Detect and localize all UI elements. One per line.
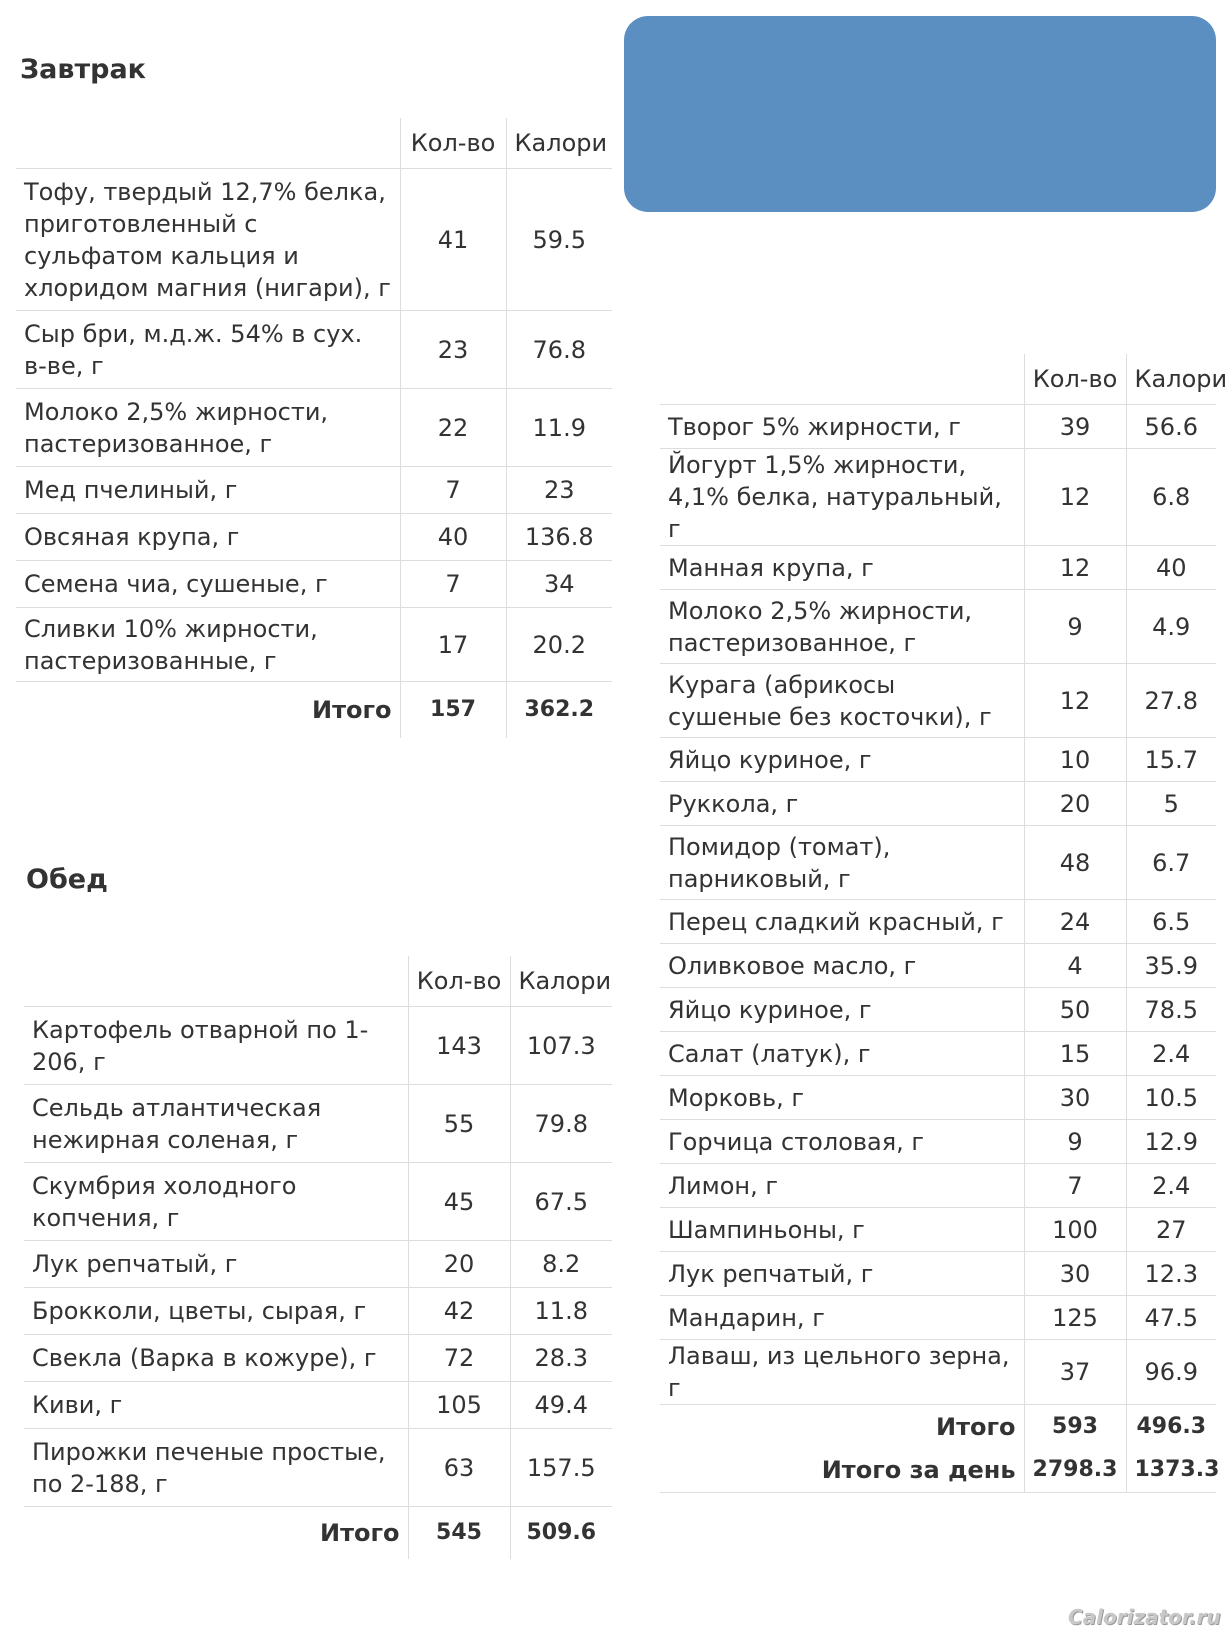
breakfast-header-qty: Кол-во [400,118,506,169]
lunch-title: Обед [26,864,108,895]
dinner-row [660,782,1216,826]
breakfast-title: Завтрак [20,54,147,85]
lunch-item-cal: 28.3 [510,1335,612,1382]
dinner-total-row-cal: 496.3 [1126,1405,1216,1449]
watermark: Calorizator.ru [1068,1605,1221,1629]
dinner-item-name: Яйцо куриное, г [660,988,1024,1032]
dinner-item-qty: 9 [1024,590,1126,664]
dinner-table [660,354,1228,1493]
lunch-item-name: Лук репчатый, г [24,1241,408,1288]
dinner-item-cal: 12.3 [1126,1252,1216,1296]
breakfast-item-cal: 20.2 [506,608,612,682]
dinner-row [660,1208,1216,1252]
breakfast-row [16,311,612,389]
lunch-total-row [24,1507,612,1559]
dinner-header-blank [660,354,1024,405]
dinner-item-qty: 10 [1024,738,1126,782]
dinner-item-name: Мандарин, г [660,1296,1024,1340]
dinner-day-total-row [660,1449,1216,1493]
breakfast-item-qty: 23 [400,311,506,389]
dinner-item-qty: 4 [1024,944,1126,988]
dinner-total-row-label: Итого [935,1412,1016,1441]
lunch-item-name: Пирожки печеные простые, по 2-188, г [24,1429,408,1507]
dinner-item-cal: 35.9 [1126,944,1216,988]
breakfast-item-name: Овсяная крупа, г [16,514,400,561]
dinner-item-name: Помидор (томат), парниковый, г [660,826,1024,900]
dinner-row [660,738,1216,782]
dinner-item-name: Творог 5% жирности, г [660,405,1024,449]
dinner-item-cal: 27.8 [1126,664,1216,738]
dinner-item-cal: 6.5 [1126,900,1216,944]
lunch-table [24,956,612,1559]
dinner-item-cal: 47.5 [1126,1296,1216,1340]
dinner-item-name: Шампиньоны, г [660,1208,1024,1252]
dinner-item-name: Манная крупа, г [660,546,1024,590]
lunch-item-cal: 49.4 [510,1382,612,1429]
lunch-item-qty: 63 [408,1429,510,1507]
lunch-row [24,1288,612,1335]
lunch-item-qty: 143 [408,1007,510,1085]
dinner-row [660,900,1216,944]
dinner-item-cal: 5 [1126,782,1216,826]
lunch-item-qty: 20 [408,1241,510,1288]
ad-banner[interactable] [624,16,1216,212]
dinner-item-name: Молоко 2,5% жирности, пастеризованное, г [660,590,1024,664]
dinner-item-cal: 10.5 [1126,1076,1216,1120]
breakfast-item-cal: 34 [506,561,612,608]
dinner-header-qty: Кол-во [1024,354,1126,405]
breakfast-total-row-qty: 157 [400,682,506,738]
dinner-item-name: Горчица столовая, г [660,1120,1024,1164]
dinner-item-qty: 125 [1024,1296,1126,1340]
lunch-item-qty: 55 [408,1085,510,1163]
dinner-item-qty: 12 [1024,546,1126,590]
lunch-header-qty: Кол-во [408,956,510,1007]
lunch-item-cal: 67.5 [510,1163,612,1241]
dinner-item-cal: 6.8 [1126,449,1216,546]
breakfast-item-qty: 7 [400,561,506,608]
lunch-row [24,1163,612,1241]
dinner-item-cal: 15.7 [1126,738,1216,782]
dinner-item-name: Руккола, г [660,782,1024,826]
dinner-row [660,988,1216,1032]
lunch-item-name: Киви, г [24,1382,408,1429]
dinner-item-cal: 4.9 [1126,590,1216,664]
lunch-item-cal: 107.3 [510,1007,612,1085]
dinner-row [660,1076,1216,1120]
lunch-item-name: Картофель отварной по 1-206, г [24,1007,408,1085]
lunch-item-name: Скумбрия холодного копчения, г [24,1163,408,1241]
dinner-item-qty: 39 [1024,405,1126,449]
lunch-item-cal: 79.8 [510,1085,612,1163]
breakfast-item-cal: 23 [506,467,612,514]
breakfast-row [16,561,612,608]
lunch-header-blank [24,956,408,1007]
dinner-item-name: Оливковое масло, г [660,944,1024,988]
dinner-item-cal: 56.6 [1126,405,1216,449]
dinner-item-cal: 96.9 [1126,1340,1216,1405]
dinner-item-cal: 40 [1126,546,1216,590]
lunch-total-row-qty: 545 [408,1507,510,1559]
dinner-item-name: Лаваш, из цельного зерна, г [660,1340,1024,1405]
dinner-row [660,1340,1216,1405]
breakfast-item-cal: 76.8 [506,311,612,389]
dinner-item-qty: 30 [1024,1252,1126,1296]
lunch-item-qty: 105 [408,1382,510,1429]
breakfast-row [16,467,612,514]
breakfast-item-cal: 59.5 [506,169,612,311]
breakfast-row [16,608,612,682]
dinner-item-qty: 15 [1024,1032,1126,1076]
dinner-item-qty: 50 [1024,988,1126,1032]
lunch-item-qty: 45 [408,1163,510,1241]
lunch-item-cal: 8.2 [510,1241,612,1288]
lunch-item-cal: 11.8 [510,1288,612,1335]
dinner-row [660,405,1216,449]
dinner-row [660,944,1216,988]
breakfast-item-qty: 7 [400,467,506,514]
dinner-item-cal: 78.5 [1126,988,1216,1032]
lunch-item-name: Брокколи, цветы, сырая, г [24,1288,408,1335]
lunch-row [24,1085,612,1163]
dinner-item-name: Лук репчатый, г [660,1252,1024,1296]
breakfast-item-name: Сыр бри, м.д.ж. 54% в сух. в-ве, г [16,311,400,389]
breakfast-item-cal: 136.8 [506,514,612,561]
dinner-item-name: Морковь, г [660,1076,1024,1120]
dinner-row [660,1164,1216,1208]
breakfast-row [16,169,612,311]
dinner-row [660,449,1216,546]
breakfast-row [16,389,612,467]
lunch-item-qty: 72 [408,1335,510,1382]
dinner-item-qty: 37 [1024,1340,1126,1405]
dinner-total-row [660,1405,1216,1449]
dinner-row [660,590,1216,664]
lunch-header-cal: Калори [510,956,612,1007]
lunch-total-row-cal: 509.6 [510,1507,612,1559]
dinner-row [660,826,1216,900]
dinner-item-name: Йогурт 1,5% жирности, 4,1% белка, натуральный, г [660,449,1024,546]
dinner-item-qty: 48 [1024,826,1126,900]
breakfast-item-qty: 40 [400,514,506,561]
dinner-row [660,1120,1216,1164]
breakfast-total-row [16,682,612,738]
breakfast-total-row-cal: 362.2 [506,682,612,738]
dinner-item-qty: 9 [1024,1120,1126,1164]
lunch-row [24,1241,612,1288]
dinner-item-name: Лимон, г [660,1164,1024,1208]
dinner-item-name: Салат (латук), г [660,1032,1024,1076]
lunch-total-row-label: Итого [319,1518,400,1547]
breakfast-item-name: Сливки 10% жирности, пастеризованные, г [16,608,400,682]
dinner-day-total-row-qty: 2798.3 [1024,1449,1126,1493]
breakfast-header-cal: Калори [506,118,612,169]
dinner-item-name: Перец сладкий красный, г [660,900,1024,944]
dinner-item-qty: 20 [1024,782,1126,826]
lunch-row [24,1335,612,1382]
dinner-item-qty: 24 [1024,900,1126,944]
breakfast-row [16,514,612,561]
lunch-row [24,1007,612,1085]
dinner-header-cal: Калори [1126,354,1216,405]
dinner-row [660,664,1216,738]
lunch-item-qty: 42 [408,1288,510,1335]
breakfast-header-blank [16,118,400,169]
breakfast-item-qty: 41 [400,169,506,311]
lunch-item-name: Свекла (Варка в кожуре), г [24,1335,408,1382]
breakfast-item-name: Семена чиа, сушеные, г [16,561,400,608]
breakfast-item-cal: 11.9 [506,389,612,467]
dinner-item-cal: 2.4 [1126,1164,1216,1208]
dinner-item-qty: 100 [1024,1208,1126,1252]
dinner-row [660,1252,1216,1296]
dinner-day-total-row-cal: 1373.3 [1126,1449,1216,1493]
dinner-row [660,546,1216,590]
dinner-item-name: Яйцо куриное, г [660,738,1024,782]
lunch-row [24,1382,612,1429]
dinner-total-row-qty: 593 [1024,1405,1126,1449]
dinner-item-cal: 12.9 [1126,1120,1216,1164]
dinner-row [660,1032,1216,1076]
dinner-row [660,1296,1216,1340]
dinner-item-qty: 12 [1024,449,1126,546]
lunch-item-name: Сельдь атлантическая нежирная соленая, г [24,1085,408,1163]
breakfast-item-name: Тофу, твердый 12,7% белка, приготовленный с сульфатом кальция и хлоридом магния (нигари), г [16,169,400,311]
dinner-item-qty: 12 [1024,664,1126,738]
dinner-item-cal: 2.4 [1126,1032,1216,1076]
lunch-item-cal: 157.5 [510,1429,612,1507]
breakfast-item-name: Мед пчелиный, г [16,467,400,514]
breakfast-item-name: Молоко 2,5% жирности, пастеризованное, г [16,389,400,467]
breakfast-item-qty: 17 [400,608,506,682]
dinner-item-qty: 30 [1024,1076,1126,1120]
lunch-row [24,1429,612,1507]
dinner-item-qty: 7 [1024,1164,1126,1208]
dinner-item-cal: 27 [1126,1208,1216,1252]
dinner-item-cal: 6.7 [1126,826,1216,900]
dinner-item-name: Курага (абрикосы сушеные без косточки), г [660,664,1024,738]
breakfast-total-row-label: Итого [311,695,392,724]
breakfast-item-qty: 22 [400,389,506,467]
breakfast-table [16,118,612,738]
dinner-day-total-row-label: Итого за день [660,1449,1024,1493]
